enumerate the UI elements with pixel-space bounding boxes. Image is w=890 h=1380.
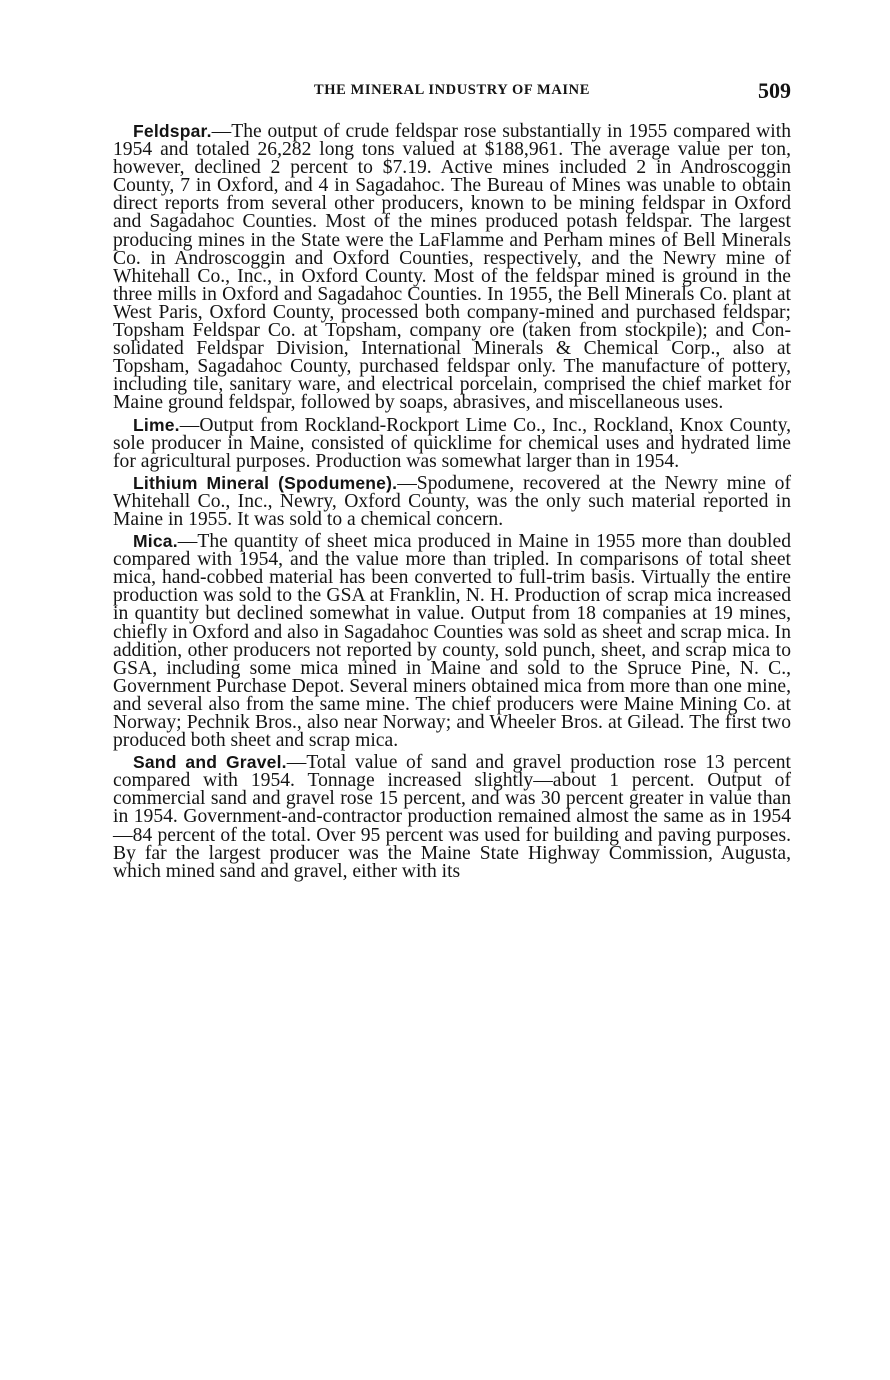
section-heading-lime: Lime. [133,414,180,435]
body-text [113,122,791,884]
paragraph-text: —The output of crude feldspar rose substantially in 1955 compared with 1954 and totaled 26,282 long tons valued at $188,961. The average value per ton, however, declined 2 percent to $7.19. Active mines included 2 in Androscoggin County, 7 in Oxford, and 4 in Sagadahoc. The Bureau of Mines was unable to obtain direct reports from several other producers, known to be mining feldspar in Oxford and Sagadahoc Counties. Most of the mines produced potash feldspar. The largest producing mines in the State were the LaFlamme and Perham mines of Bell Minerals Co. in Androscoggin and Oxford Counties, respectively, and the Newry mine of Whitehall Co., Inc., in Oxford County. Most of the feldspar mined is ground in the three mills in Oxford and Sagadahoc Counties. In 1955, the Bell Minerals Co. plant at West Paris, Oxford County, processed both company-mined and purchased feldspar; Topsham Feldspar Co. at Topsham, company ore (taken from stockpile); and Consolidated Feldspar Division, International Minerals & Chemical Corp., also at Topsham, Sagadahoc County, purchased feldspar only. The manufacture of pottery, including tile, sanitary ware, and electrical porcelain, comprised the chief market for Maine ground feldspar, followed by soaps, abrasives, and miscellaneous uses. [113,121,791,414]
page-header [113,78,791,106]
paragraph-text: —Output from Rockland-Rockport Lime Co., Inc., Rockland, Knox County, sole producer in Maine, consisted of quicklime for chemical uses and hydrated lime for agricultural purposes. Production was somewhat larger than in 1954. [113,414,791,472]
section-heading-feldspar: Feldspar. [133,121,212,141]
paragraph-lime [113,416,791,471]
page-number: 509 [758,78,791,103]
section-heading-lithium: Lithium Mineral (Spodumene). [133,472,398,493]
paragraph-sand-and-gravel [113,753,791,881]
running-head: THE MINERAL INDUSTRY OF MAINE [313,82,591,98]
section-heading-sand-and-gravel: Sand and Gravel. [133,752,287,773]
section-heading-mica: Mica. [133,531,178,552]
paragraph-feldspar [113,122,791,413]
paragraph-lithium [113,474,791,529]
paragraph-text: —Spodumene, recovered at the Newry mine of Whitehall Co., Inc., Newry, Oxford County, was the only such material reported in Maine in 1955. It was sold to a chemical concern. [113,472,791,530]
paragraph-text: —The quantity of sheet mica produced in Maine in 1955 more than doubled compared with 1954, and the value more than tripled. In comparisons of total sheet mica, hand-cobbed material has been converted to full-trim basis. Virtually the entire production was sold to the GSA at Franklin, N. H. Production of scrap mica increased in quantity but declined somewhat in value. Output from 18 companies at 19 mines, chiefly in Oxford and also in Sagadahoc Counties was sold as sheet and scrap mica. In addition, other producers not reported by county, sold punch, sheet, and scrap mica to GSA, including some mica mined in Maine and sold to the Spruce Pine, N. C., Government Purchase Depot. Several miners obtained mica from more than one mine, and several also from the same mine. The chief producers were Maine Mining Co. at Norway; Pechnik Bros., also near Norway; and Wheeler Bros. at Gilead. The first two produced both sheet and scrap mica. [113,531,791,752]
paragraph-text: —Total value of sand and gravel production rose 13 percent compared with 1954. Tonnage increased slightly—about 1 percent. Output of commercial sand and gravel rose 15 percent, and was 30 percent greater in value than in 1954. Government-and-contractor production remained almost the same as in 1954—84 percent of the total. Over 95 percent was used for building and paving purposes. By far the largest producer was the Maine State Highway Commission, Augusta, which mined sand and gravel, either with its [113,752,792,882]
paragraph-mica [113,532,791,750]
